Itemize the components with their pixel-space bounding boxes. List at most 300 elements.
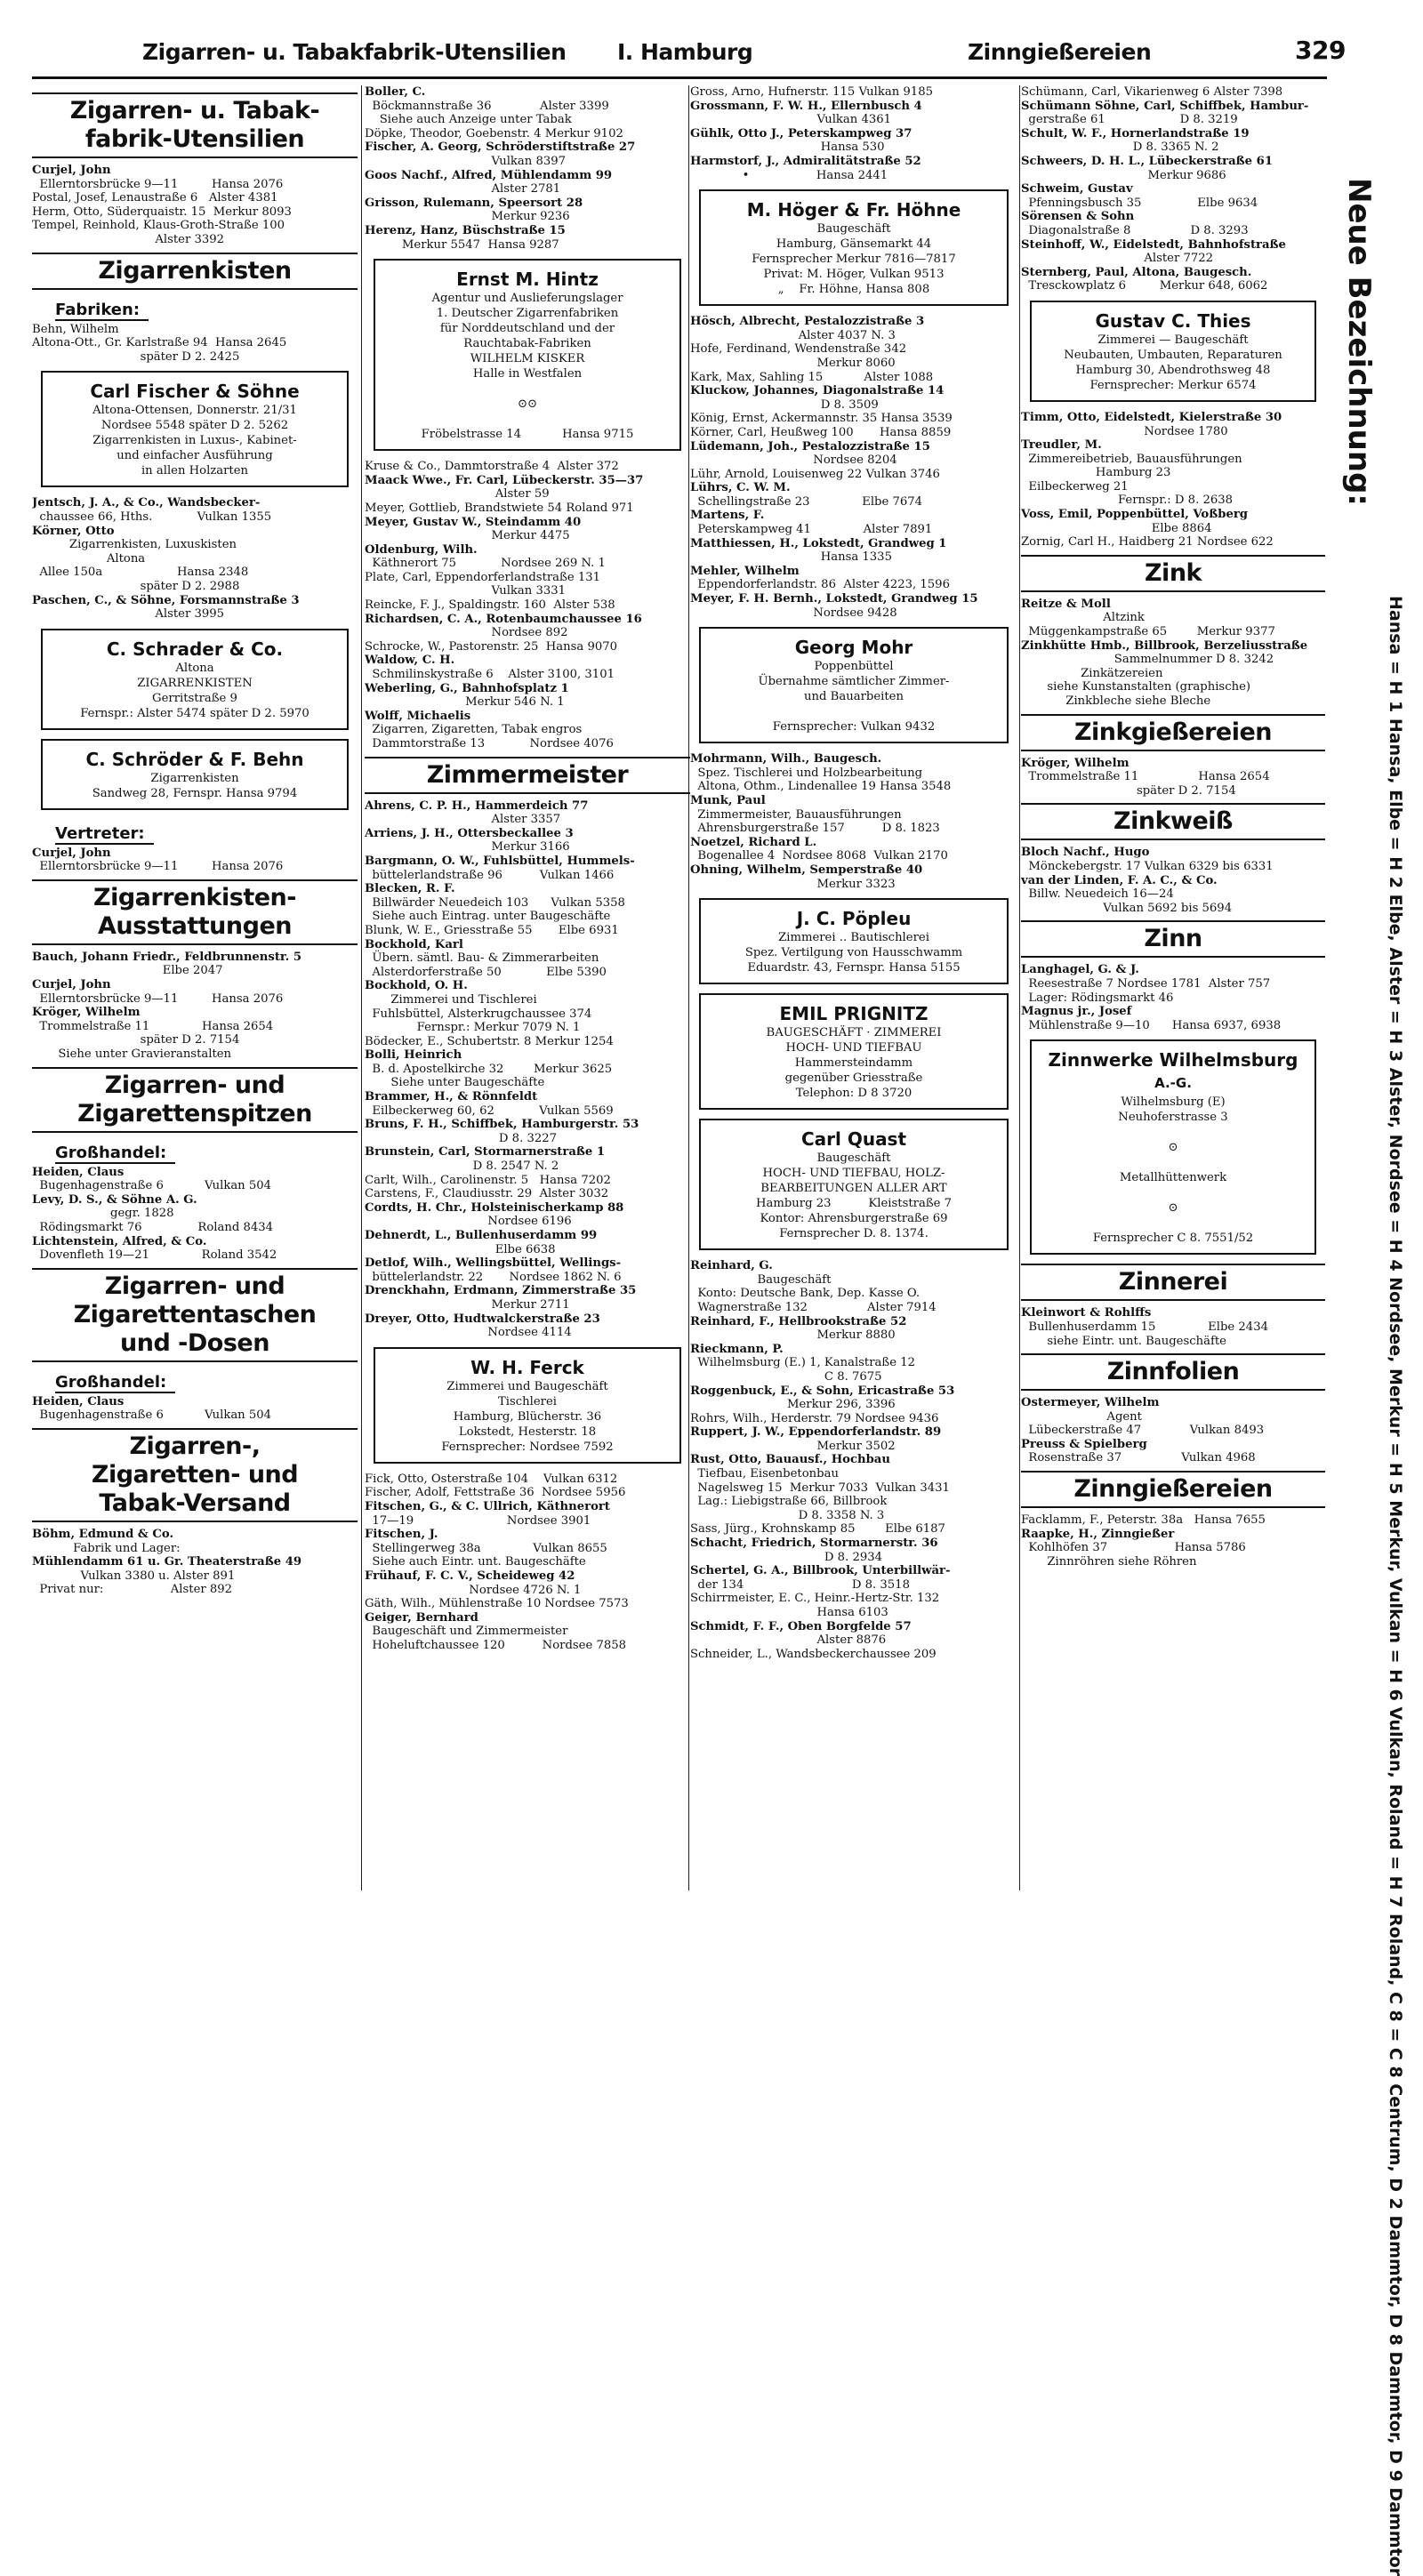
entry-line: Fitschen, J. [365, 1528, 438, 1542]
entry-line: Reitze & Moll [1021, 597, 1111, 611]
entry-line: Konto: Deutsche Bank, Dep. Kasse O. [690, 1287, 921, 1301]
entry-line: Carlt, Wilh., Carolinenstr. 5 Hansa 7202 [365, 1173, 611, 1187]
advertisement-line: Metallhüttenwerk [1119, 1171, 1227, 1185]
entry-line: Zigarrenkisten, Luxuskisten [32, 538, 237, 552]
entry-line: Ostermeyer, Wilhelm [1021, 1396, 1160, 1410]
entries [365, 1473, 690, 1653]
section-heading: Zigarren- und Zigarettentaschen und -Dosen [32, 1268, 358, 1362]
entry-line: Hamburg 23 [1021, 466, 1171, 480]
entry-line: Meyer, Gustav W., Steindamm 40 [365, 515, 582, 529]
entry-line: Harmstorf, J., Admiralitätstraße 52 [690, 154, 921, 168]
entry-line: Alster 2781 [365, 182, 561, 197]
entry-line: Zinkätzereien [1021, 666, 1163, 680]
entries [690, 752, 1017, 891]
entry-line: Hofe, Ferdinand, Wendenstraße 342 [690, 342, 907, 357]
entry-line: Nordsee 9428 [690, 606, 897, 620]
entry-line: Billwärder Neuedeich 103 Vulkan 5358 [365, 895, 625, 910]
section-heading: Zink [1021, 555, 1325, 592]
entries [1021, 963, 1325, 1032]
entry-line: Döpke, Theodor, Goebenstr. 4 Merkur 9102 [365, 126, 623, 140]
entry-line: Ruppert, J. W., Eppendorferlandstr. 89 [690, 1425, 942, 1440]
entries [32, 951, 358, 1062]
entry-line: Schellingstraße 23 Elbe 7674 [690, 494, 923, 509]
entry-line: Merkur 8060 [690, 356, 896, 370]
advertisement-line: Altona [175, 661, 214, 675]
entries [1021, 757, 1325, 798]
advertisement-line: Fernsprecher: Merkur 6574 [1089, 378, 1257, 392]
entry-line: Curjel, John [32, 164, 111, 177]
entry-line: später D 2. 2425 [32, 349, 240, 364]
entry-line: Körner, Otto [32, 524, 115, 538]
entry-line: Bockhold, Karl [365, 937, 463, 951]
column-3 [690, 85, 1017, 1661]
entry-line: Matthiessen, H., Lokstedt, Grandweg 1 [690, 536, 947, 550]
entry-line: D 8. 3358 N. 3 [690, 1508, 885, 1522]
advertisement-line: Zigarrenkisten [150, 771, 239, 785]
advertisement-line: Fernsprecher: Nordsee 7592 [441, 1440, 614, 1454]
advertisement-line: und Bauarbeiten [804, 690, 904, 704]
advertisement-title: EMIL PRIGNITZ [779, 1003, 929, 1025]
entry-line: Grisson, Rulemann, Speersort 28 [365, 196, 583, 210]
section-heading: Zinnerei [1021, 1264, 1325, 1301]
section-heading: Zinkgießereien [1021, 714, 1325, 751]
entries [32, 164, 358, 247]
entry-line: Weberling, G., Bahnhofsplatz 1 [365, 681, 569, 695]
entry-line: Frühauf, F. C. V., Scheideweg 42 [365, 1569, 575, 1583]
entry-line: Mehler, Wilhelm [690, 564, 800, 578]
entry-line: Blunk, W. E., Griesstraße 55 Elbe 6931 [365, 923, 619, 937]
sub-heading: Vertreter: [55, 824, 154, 845]
entry-line: Schult, W. F., Hornerlandstraße 19 [1021, 126, 1250, 140]
entries [32, 847, 358, 874]
entry-line: Raapke, H., Zinngießer [1021, 1527, 1175, 1541]
advertisement-line: Kontor: Ahrensburgerstraße 69 [760, 1212, 948, 1226]
entry-line: D 8. 3509 [690, 397, 879, 412]
advertisement-box [374, 1347, 681, 1464]
entry-line: Altona [32, 551, 146, 566]
advertisement-line: Übernahme sämtlicher Zimmer- [758, 675, 950, 689]
entry-line: Timm, Otto, Eidelstedt, Kielerstraße 30 [1021, 410, 1282, 424]
advertisement-line: Hammersteindamm [794, 1056, 913, 1071]
advertisement-line: Fernsprecher D. 8. 1374. [779, 1227, 929, 1241]
entry-line: Alster 3392 [32, 232, 225, 246]
entry-line: Reincke, F. J., Spaldingstr. 160 Alster 538 [365, 598, 615, 613]
section-heading: Zinngießereien [1021, 1471, 1325, 1508]
entry-line: Kröger, Wilhelm [32, 1006, 141, 1020]
entry-line: Noetzel, Richard L. [690, 835, 817, 849]
advertisement-line: Fernsprecher: Vulkan 9432 [772, 720, 936, 734]
entry-line: Dreyer, Otto, Hudtwalckerstraße 23 [365, 1312, 600, 1326]
entry-line: Schweim, Gustav [1021, 182, 1133, 197]
entry-line: Siehe auch Anzeige unter Tabak [365, 113, 572, 127]
entries [1021, 1513, 1325, 1569]
entry-line: Käthnerort 75 Nordsee 269 N. 1 [365, 557, 606, 571]
entry-line: Fernspr.: D 8. 2638 [1021, 494, 1234, 508]
entry-line: Bogenallee 4 Nordsee 8068 Vulkan 2170 [690, 849, 948, 863]
entries [690, 85, 1017, 182]
entry-line: Lühr, Arnold, Louisenweg 22 Vulkan 3746 [690, 467, 940, 481]
entry-line: Merkur 3502 [690, 1439, 896, 1453]
entry-line: Zimmereibetrieb, Bauausführungen [1021, 452, 1242, 466]
entry-line: Alster 59 [365, 487, 550, 502]
entry-line: Rödingsmarkt 76 Roland 8434 [32, 1221, 274, 1234]
entry-line: Lüdemann, Joh., Pestalozzistraße 15 [690, 439, 930, 453]
entry-line: Alster 8876 [690, 1633, 887, 1648]
entry-line: Roggenbuck, E., & Sohn, Ericastraße 53 [690, 1384, 955, 1398]
advertisement-line: Neubauten, Umbauten, Reparaturen [1064, 348, 1282, 362]
entry-line: Heiden, Claus [32, 1165, 125, 1179]
header-right: Zinngießereien [968, 39, 1152, 65]
entry-line: Zimmerei und Tischlerei [365, 992, 537, 1007]
advertisement-line: Poppenbüttel [814, 660, 894, 674]
entry-line: Vulkan 8397 [365, 154, 567, 168]
entry-line: Gäth, Wilh., Mühlenstraße 10 Nordsee 7573 [365, 1597, 629, 1611]
entry-line: Maack Wwe., Fr. Carl, Lübeckerstr. 35—37 [365, 473, 644, 487]
entry-line: Kröger, Wilhelm [1021, 756, 1130, 770]
entry-line: van der Linden, F. A. C., & Co. [1021, 873, 1218, 887]
advertisement-line: HOCH- UND TIEFBAU [785, 1041, 922, 1055]
advertisement-line: Agentur und Auslieferungslager [431, 292, 623, 306]
entry-line: Dammtorstraße 13 Nordsee 4076 [365, 737, 614, 750]
entry-line: Goos Nachf., Alfred, Mühlendamm 99 [365, 168, 613, 182]
entry-line: Meyer, F. H. Bernh., Lokstedt, Grandweg 15 [690, 592, 978, 606]
entry-line: Heiden, Claus [32, 1394, 125, 1408]
entry-line: Kark, Max, Sahling 15 Alster 1088 [690, 370, 934, 384]
entry-line: Merkur 546 N. 1 [365, 695, 565, 710]
entry-line: Mühlenstraße 9—10 Hansa 6937, 6938 [1021, 1018, 1282, 1032]
advertisement-line [381, 381, 674, 397]
entry-line: Übern. sämtl. Bau- & Zimmerarbeiten [365, 951, 599, 966]
entry-line: Ellerntorsbrücke 9—11 Hansa 2076 [32, 177, 284, 191]
entry-line: Müggenkampstraße 65 Merkur 9377 [1021, 625, 1275, 639]
advertisement-title: Carl Quast [800, 1128, 907, 1151]
advertisement-line: 1. Deutscher Zigarrenfabriken [436, 307, 619, 321]
entry-line: Nordsee 8204 [690, 453, 897, 468]
advertisement-line: Zimmerei und Baugeschäft [446, 1379, 608, 1393]
advertisement-line: Altona-Ottensen, Donnerstr. 21/31 [92, 404, 297, 418]
entry-line: Vulkan 3331 [365, 584, 567, 598]
entry-line: Lichtenstein, Alfred, & Co. [32, 1234, 207, 1248]
advertisement-line [1037, 1125, 1309, 1140]
advertisement-box [1030, 301, 1316, 402]
entries [1021, 1306, 1325, 1348]
entry-line: Zornig, Carl H., Haidberg 21 Nordsee 622 [1021, 535, 1274, 550]
entry-line: Herenz, Hanz, Büschstraße 15 [365, 223, 566, 237]
section-heading: Zigarren-, Zigaretten- und Tabak-Versand [32, 1428, 358, 1522]
entry-line: Brunstein, Carl, Stormarnerstraße 1 [365, 1145, 606, 1160]
entry-line: Ohning, Wilhelm, Semperstraße 40 [690, 863, 923, 877]
header-center: I. Hamburg [617, 39, 753, 65]
entry-line: Agent [1021, 1409, 1142, 1424]
entries [690, 1259, 1017, 1661]
entry-line: Nagelsweg 15 Merkur 7033 Vulkan 3431 [690, 1481, 950, 1495]
advertisement-line: Neuhoferstrasse 3 [1118, 1111, 1228, 1125]
advertisement-line: Zigarrenkisten in Luxus-, Kabinet- [92, 434, 297, 448]
entry-line: Curjel, John [32, 846, 111, 860]
entry-line: Voss, Emil, Poppenbüttel, Voßberg [1021, 508, 1249, 522]
entry-line: Bloch Nachf., Hugo [1021, 846, 1150, 860]
entry-line: Martens, F. [690, 509, 765, 523]
advertisement-box [699, 627, 1009, 743]
entry-line: Mohrmann, Wilh., Baugesch. [690, 752, 882, 766]
entry-line: Böckmannstraße 36 Alster 3399 [365, 99, 609, 113]
entry-line: Sass, Jürg., Krohnskamp 85 Elbe 6187 [690, 1522, 945, 1537]
advertisement-line [706, 704, 1001, 719]
entry-line: Hoheluftchaussee 120 Nordsee 7858 [365, 1638, 627, 1652]
entry-line: Elbe 8864 [1021, 521, 1212, 535]
column-divider [361, 85, 362, 1890]
advertisement-title: Carl Fischer & Söhne [90, 381, 300, 403]
entry-line: siehe Eintr. unt. Baugeschäfte [1021, 1334, 1226, 1348]
entry-line: Meyer, Gottlieb, Brandstwiete 54 Roland 971 [365, 501, 634, 515]
entries [32, 1395, 358, 1423]
entries [1021, 85, 1325, 293]
entry-line: Körner, Carl, Heußweg 100 Hansa 8859 [690, 425, 952, 439]
advertisement-box [699, 993, 1009, 1110]
entry-line: Levy, D. S., & Söhne A. G. [32, 1192, 197, 1207]
advertisement-line: WILHELM KISKER [470, 352, 585, 366]
entry-line: Lübeckerstraße 47 Vulkan 8493 [1021, 1424, 1265, 1438]
entry-line: büttelerlandstr. 22 Nordsee 1862 N. 6 [365, 1270, 622, 1284]
entry-line: Sternberg, Paul, Altona, Baugesch. [1021, 265, 1252, 279]
entry-line: Zinkhütte Hmb., Billbrook, Berzeliusstraße [1021, 638, 1308, 653]
entry-line: Ahrens, C. P. H., Hammerdeich 77 [365, 798, 589, 813]
entry-line: Trommelstraße 11 Hansa 2654 [32, 1019, 274, 1033]
entry-line: Alsterdorferstraße 50 Elbe 5390 [365, 965, 607, 979]
entry-line: büttelerlandstraße 96 Vulkan 1466 [365, 868, 615, 882]
advertisement-line: Hamburg, Blücherstr. 36 [453, 1409, 602, 1424]
advertisement-box [699, 898, 1009, 984]
entry-line: Schmidt, F. F., Oben Borgfelde 57 [690, 1619, 912, 1633]
entry-line: Merkur 2711 [365, 1297, 570, 1312]
advertisement-line: Hamburg 30, Abendrothsweg 48 [1075, 363, 1271, 377]
advertisement-line: HOCH- UND TIEFBAU, HOLZ- [762, 1167, 945, 1181]
entry-line: Eilbeckerweg 21 [1021, 479, 1129, 494]
entry-line: Boller, C. [365, 85, 426, 99]
entries [1021, 846, 1325, 915]
advertisement-line: gegenüber Griesstraße [784, 1071, 923, 1086]
entry-line: Schümann Söhne, Carl, Schiffbek, Hambur- [1021, 99, 1309, 113]
entry-line: Behn, Wilhelm [32, 322, 119, 336]
entry-line: Fuhlsbüttel, Alsterkrugchaussee 374 [365, 1007, 592, 1021]
entry-line: Jentsch, J. A., & Co., Wandsbecker- [32, 496, 261, 510]
sidebar-title: Neue Bezeichnung: [1341, 178, 1377, 507]
advertisement-box [41, 629, 349, 730]
entry-line: Böhm, Edmund & Co. [32, 1527, 174, 1541]
entry-line: Ellerntorsbrücke 9—11 Hansa 2076 [32, 991, 284, 1006]
entry-line: Fischer, A. Georg, Schröderstiftstraße 27 [365, 140, 636, 155]
entry-line: Brammer, H., & Rönnfeldt [365, 1090, 538, 1104]
advertisement-line: Hamburg, Gänsemarkt 44 [776, 237, 932, 252]
advertisement-box [41, 371, 349, 487]
entry-line: Schacht, Friedrich, Stormarnerstr. 36 [690, 1537, 938, 1551]
advertisement-line: ZIGARRENKISTEN [137, 676, 253, 690]
entries [32, 496, 358, 621]
entry-line: Zinkbleche siehe Bleche [1021, 694, 1211, 708]
entry-line: Oldenburg, Wilh. [365, 542, 478, 557]
advertisement-line: Fernsprecher Merkur 7816—7817 [752, 253, 956, 267]
entry-line: Altona-Ott., Gr. Karlstraße 94 Hansa 2645 [32, 336, 287, 350]
sidebar-codes: Hansa = H 1 Hansa, Elbe = H 2 Elbe, Alster = H 3 Alster, Nordsee = H 4 Nordsee, Merkur = H 5 Merkur, Vulkan = H 6 Vulkan, Roland = H 7 Roland, C 8 = C 8 Centrum, D 2 Dammtor, D 8 Dammtor, D 9 Dammtor [1386, 596, 1405, 2576]
entry-line: D 8. 3365 N. 2 [1021, 140, 1219, 155]
entry-line: Geiger, Bernhard [365, 1610, 478, 1625]
advertisement-line [1037, 1216, 1309, 1231]
entry-line: Rohrs, Wilh., Herderstr. 79 Nordsee 9436 [690, 1411, 939, 1425]
entry-line: Fischer, Adolf, Fettstraße 36 Nordsee 5956 [365, 1486, 626, 1500]
column-divider [1019, 85, 1020, 1890]
entry-line: Alster 3357 [365, 813, 561, 827]
entry-line: Treudler, M. [1021, 438, 1102, 453]
entry-line: Stellingerweg 38a Vulkan 8655 [365, 1541, 607, 1555]
entry-line: Nordsee 892 [365, 626, 568, 640]
entries [1021, 598, 1325, 709]
entry-line: Sammelnummer D 8. 3242 [1021, 653, 1274, 667]
entry-line: Alster 3995 [32, 607, 225, 622]
entry-line: Fabrik und Lager: [32, 1541, 181, 1555]
advertisement-line: ⊙ [1168, 1141, 1178, 1155]
entry-line: Merkur 5547 Hansa 9287 [365, 237, 559, 252]
entry-line: später D 2. 7154 [32, 1033, 240, 1047]
entry-line: Schneider, L., Wandsbeckerchaussee 209 [690, 1647, 937, 1661]
advertisement-line [1037, 1155, 1309, 1170]
section-heading: Zinnfolien [1021, 1353, 1325, 1391]
entry-line: Merkur 296, 3396 [690, 1398, 896, 1412]
page-number: 329 [1295, 36, 1346, 65]
entry-line: gegr. 1828 [32, 1207, 174, 1221]
entry-line: Hansa 6103 [690, 1606, 888, 1619]
entry-line: Altzink [1021, 611, 1145, 625]
entries [365, 799, 690, 1340]
entry-line: Altona, Othm., Lindenallee 19 Hansa 3548 [690, 780, 952, 794]
entries [690, 315, 1017, 620]
advertisement-line: Lokstedt, Hesterstr. 18 [458, 1424, 597, 1439]
entry-line: Siehe auch Eintr. unt. Baugeschäfte [365, 1555, 586, 1569]
entry-line: Bugenhagenstraße 6 Vulkan 504 [32, 1408, 272, 1423]
entry-line: Mühlendamm 61 u. Gr. Theaterstraße 49 [32, 1555, 302, 1569]
entry-line: Baugeschäft [690, 1272, 832, 1287]
advertisement-line: Telephon: D 8 3720 [795, 1087, 912, 1101]
advertisement-line: Rauchtabak-Fabriken [463, 337, 591, 351]
advertisement-line [1037, 1185, 1309, 1200]
entry-line: Tempel, Reinhold, Klaus-Groth-Straße 100 [32, 219, 285, 233]
advertisement-title: C. Schrader & Co. [106, 638, 284, 660]
entry-line: Lager: Rödingsmarkt 46 [1021, 991, 1174, 1005]
entry-line: Merkur 3323 [690, 877, 896, 891]
entry-line: Schrocke, W., Pastorenstr. 25 Hansa 9070 [365, 639, 618, 654]
entry-line: Merkur 9236 [365, 210, 570, 224]
advertisement-line: Eduardstr. 43, Fernspr. Hansa 5155 [747, 961, 961, 975]
entry-line: Alster 7722 [1021, 252, 1214, 266]
advertisement-title: J. C. Pöpleu [796, 908, 912, 930]
entry-line: Vulkan 4361 [690, 113, 892, 127]
entry-line: Waldow, C. H. [365, 654, 455, 668]
entry-line: Mönckebergstr. 17 Vulkan 6329 bis 6331 [1021, 859, 1274, 873]
entry-line: Trommelstraße 11 Hansa 2654 [1021, 770, 1270, 784]
entries [32, 323, 358, 365]
entries [365, 460, 690, 750]
entry-line: Fick, Otto, Osterstraße 104 Vulkan 6312 [365, 1472, 618, 1486]
entry-line: D 8. 2934 [690, 1550, 883, 1564]
entry-line: C 8. 7675 [690, 1369, 882, 1384]
entry-line: Bockhold, O. H. [365, 979, 468, 993]
entry-line: Tiefbau, Eisenbetonbau [690, 1467, 839, 1481]
entry-line: Ellerntorsbrücke 9—11 Hansa 2076 [32, 860, 284, 874]
section-heading: Zinkweiß [1021, 803, 1325, 840]
entry-line: Allee 150a Hansa 2348 [32, 566, 249, 580]
entries [32, 1528, 358, 1597]
entry-line: Preuss & Spielberg [1021, 1437, 1147, 1451]
advertisement-box [374, 259, 681, 451]
entry-line: Magnus jr., Josef [1021, 1005, 1132, 1019]
entry-line: Siehe unter Baugeschäfte [365, 1076, 545, 1090]
advertisement-line: Nordsee 5548 später D 2. 5262 [100, 419, 289, 433]
advertisement-line: Wilhelmsburg (E) [1121, 1095, 1226, 1110]
entry-line: Hansa 1335 [690, 550, 892, 565]
entry-line: Kohlhöfen 37 Hansa 5786 [1021, 1541, 1246, 1555]
entry-line: Eilbeckerweg 60, 62 Vulkan 5569 [365, 1103, 614, 1118]
advertisement-title: W. H. Ferck [470, 1356, 584, 1378]
entry-line: Bugenhagenstraße 6 Vulkan 504 [32, 1179, 272, 1193]
entry-line: Fernspr.: Merkur 7079 N. 1 [365, 1021, 581, 1035]
advertisement-line: und einfacher Ausführung [117, 449, 273, 463]
entry-line: Herm, Otto, Süderquaistr. 15 Merkur 8093 [32, 205, 292, 219]
section-heading: Zigarren- u. Tabak- fabrik-Utensilien [32, 92, 358, 158]
entry-line: Wolff, Michaelis [365, 709, 471, 723]
advertisement-line: ⊙ [1168, 1201, 1178, 1216]
header-rule [32, 76, 1327, 79]
advertisement-title: Gustav C. Thies [1095, 309, 1251, 332]
entry-line: Schertel, G. A., Billbrook, Unterbillwär- [690, 1564, 951, 1578]
entry-line: Cordts, H. Chr., Holsteinischerkamp 88 [365, 1200, 624, 1215]
entry-line: Pfenningsbusch 35 Elbe 9634 [1021, 196, 1258, 210]
entry-line: Merkur 4475 [365, 529, 570, 543]
column-1 [32, 85, 358, 1597]
entry-line: Peterskampweg 41 Alster 7891 [690, 523, 933, 537]
entry-line: D 8. 3227 [365, 1131, 558, 1145]
column-2 [365, 85, 690, 1652]
entry-line: Schmilinskystraße 6 Alster 3100, 3101 [365, 668, 615, 682]
entry-line: Nordsee 1780 [1021, 424, 1228, 438]
advertisement-title: Georg Mohr [794, 637, 913, 659]
entry-line: 17—19 Nordsee 3901 [365, 1513, 591, 1528]
advertisement-title: Zinnwerke Wilhelmsburg [1048, 1049, 1298, 1071]
entry-line: Billw. Neuedeich 16—24 [1021, 887, 1174, 902]
entry-line: Paschen, C., & Söhne, Forsmannstraße 3 [32, 593, 300, 607]
entry-line: chaussee 66, Hths. Vulkan 1355 [32, 510, 272, 524]
entry-line: Kleinwort & Rohlffs [1021, 1306, 1152, 1320]
advertisement-line: Spez. Vertilgung von Hausschwamm [744, 946, 963, 960]
entry-line: Rosenstraße 37 Vulkan 4968 [1021, 1451, 1256, 1465]
entry-line: Merkur 8880 [690, 1328, 896, 1343]
entry-line: Ahrensburgerstraße 157 D 8. 1823 [690, 822, 940, 836]
entry-line: Bargmann, O. W., Fuhlsbüttel, Hummels- [365, 854, 635, 868]
entry-line: Wagnerstraße 132 Alster 7914 [690, 1300, 937, 1314]
entry-line: Grossmann, F. W. H., Ellernbusch 4 [690, 99, 922, 113]
entry-line: Langhagel, G. & J. [1021, 963, 1139, 977]
advertisement-line: Privat: M. Höger, Vulkan 9513 [763, 268, 945, 282]
section-heading: Zigarrenkisten- Ausstattungen [32, 879, 358, 945]
entry-line: Plate, Carl, Eppendorferlandstraße 131 [365, 570, 601, 584]
entry-line: Detlof, Wilh., Wellingsbüttel, Wellings- [365, 1256, 622, 1271]
entry-line: B. d. Apostelkirche 32 Merkur 3625 [365, 1062, 613, 1076]
entry-line: Richardsen, C. A., Rotenbaumchaussee 16 [365, 612, 642, 626]
entry-line: Bauch, Johann Friedr., Feldbrunnenstr. 5 [32, 950, 302, 964]
entry-line: Vulkan 5692 bis 5694 [1021, 901, 1233, 915]
entry-line: Bullenhuserdamm 15 Elbe 2434 [1021, 1320, 1268, 1334]
entry-line: Nordsee 6196 [365, 1215, 572, 1229]
entry-line: Reesestraße 7 Nordsee 1781 Alster 757 [1021, 976, 1271, 991]
advertisement-line: Zimmerei .. Bautischlerei [778, 931, 929, 945]
